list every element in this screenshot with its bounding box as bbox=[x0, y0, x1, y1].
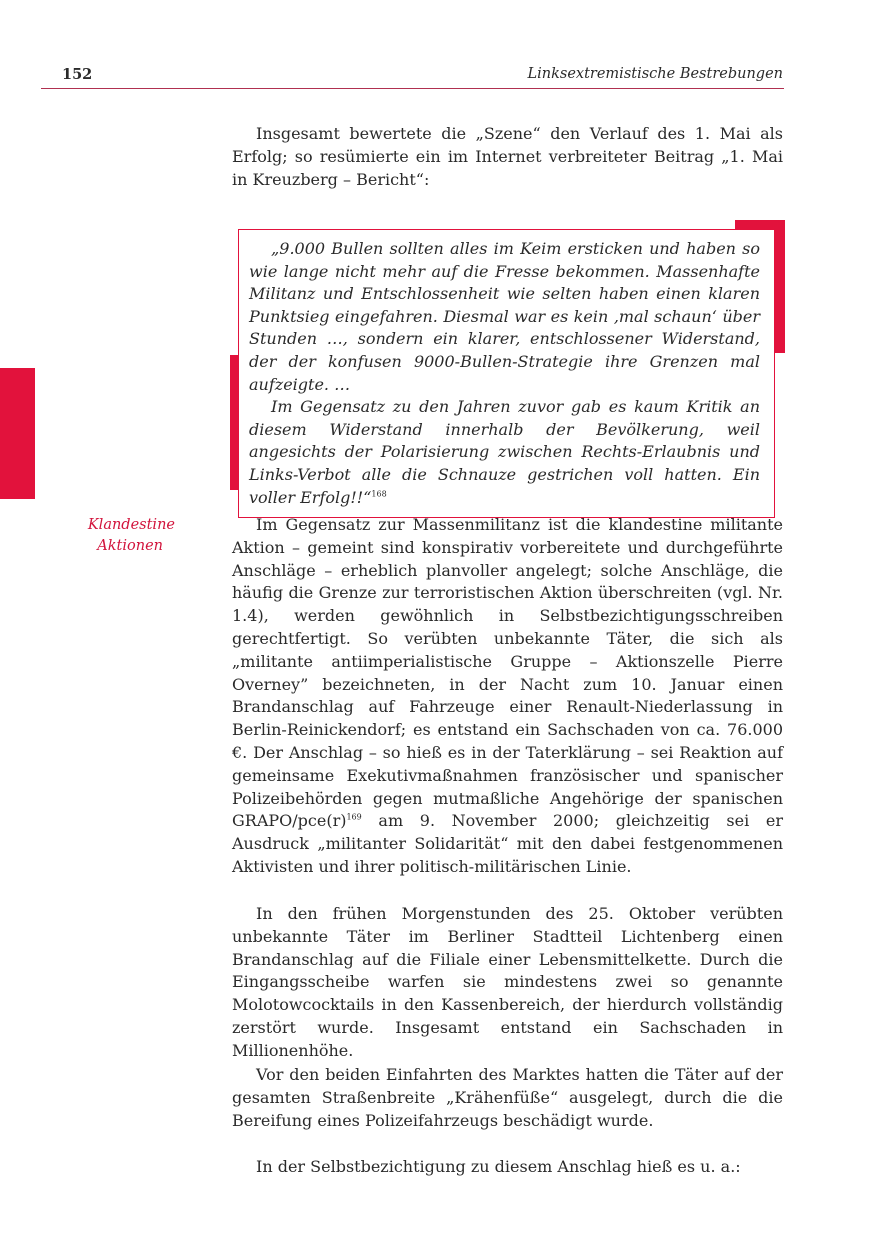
margin-note-line-2: Aktionen bbox=[97, 537, 163, 554]
margin-note-line-1: Klandestine bbox=[87, 517, 175, 533]
quote-paragraph-1 bbox=[249, 238, 760, 396]
intro-text: Insgesamt bewertete die „Szene“ den Verlauf des 1. Mai als Erfolg; so resümierte ein im Internet verbreiteter Beitrag „1. Mai in Kreuzberg – Bericht“: bbox=[232, 124, 783, 189]
header-rule bbox=[41, 88, 784, 89]
red-side-marker bbox=[0, 368, 35, 499]
body-paragraph-2 bbox=[232, 903, 783, 1063]
quote-paragraph-2 bbox=[249, 396, 760, 509]
page-number: 152 bbox=[62, 66, 93, 83]
body-paragraph-3-text: Vor den beiden Einfahrten des Marktes hatten die Täter auf der gesamten Straßenbreite „Krähenfüße“ ausgelegt, durch die die Bereifung eines Polizeifahrzeugs beschädigt wurde. bbox=[232, 1065, 783, 1130]
intro-paragraph bbox=[232, 123, 783, 191]
quote-text-1: „9.000 Bullen sollten alles im Keim ersticken und haben so wie lange nicht mehr auf die Fresse bekommen. Massenhafte Militanz und Entschlossenheit wie selten haben einen klaren Punktsieg eingefahren. Diesmal war es kein ‚mal schaun‘ über Stunden …, sondern ein klarer, entschlossener Widerstand, der der konfusen 9000-Bullen-Strategie ihre Grenzen mal aufzeigte. … bbox=[249, 239, 760, 394]
body-paragraph-4 bbox=[232, 1156, 783, 1179]
running-title: Linksextremistische Bestrebungen bbox=[527, 66, 783, 82]
margin-note bbox=[60, 515, 175, 556]
quote-text-2: Im Gegensatz zu den Jahren zuvor gab es kaum Kritik an diesem Widerstand innerhalb der Bevölkerung, weil angesichts der Polarisierung zwischen Rechts-Erlaubnis und Links-Verbot alle die Schnauze gestrichen voll hatten. Ein voller Erfolg!!“ bbox=[249, 397, 760, 507]
body-paragraph-1-part-2: am 9. November 2000; gleichzeitig sei er Ausdruck „militanter Solidarität“ mit den dabei festgenommenen Aktivisten und ihrer politisch-militärischen Linie. bbox=[232, 811, 783, 876]
body-paragraph-2-text: In den frühen Morgenstunden des 25. Oktober verübten unbekannte Täter im Berliner Stadtteil Lichtenberg einen Brandanschlag auf die Filiale einer Lebensmittelkette. Durch die Eingangsscheibe warfen sie mindestens zwei so genannte Molotowcocktails in den Kassenbereich, der hierdurch vollständig zerstört wurde. Insgesamt entstand ein Sachschaden in Millionenhöhe. bbox=[232, 904, 783, 1060]
quote-box bbox=[238, 229, 775, 518]
body-paragraph-1 bbox=[232, 514, 783, 879]
body-paragraph-3 bbox=[232, 1064, 783, 1132]
footnote-ref-168: 168 bbox=[371, 489, 387, 499]
footnote-ref-169: 169 bbox=[346, 813, 362, 823]
body-paragraph-4-text: In der Selbstbezichtigung zu diesem Anschlag hieß es u. a.: bbox=[256, 1157, 741, 1176]
body-paragraph-1-part-1: Im Gegensatz zur Massenmilitanz ist die klandestine militante Aktion – gemeint sind konspirativ vorbereitete und durchgeführte Anschläge – erheblich planvoller angelegt; solche Anschläge, die häufig die Grenze zur terroristischen Aktion überschreiten (vgl. Nr. 1.4), werden gewöhnlich in Selbstbezichtigungsschreiben gerechtfertigt. So verübten unbekannte Täter, die sich als „militante antiimperialistische Gruppe – Aktionszelle Pierre Overney” bezeichneten, in der Nacht zum 10. Januar einen Brandanschlag auf Fahrzeuge einer Renault-Niederlassung in Berlin-Reinickendorf; es entstand ein Sachschaden von ca. 76.000 €. Der Anschlag – so hieß es in der Taterklärung – sei Reaktion auf gemeinsame Exekutivmaßnahmen französischer und spanischer Polizeibehörden gegen mutmaßliche Angehörige der spanischen GRAPO/pce(r) bbox=[232, 515, 783, 831]
